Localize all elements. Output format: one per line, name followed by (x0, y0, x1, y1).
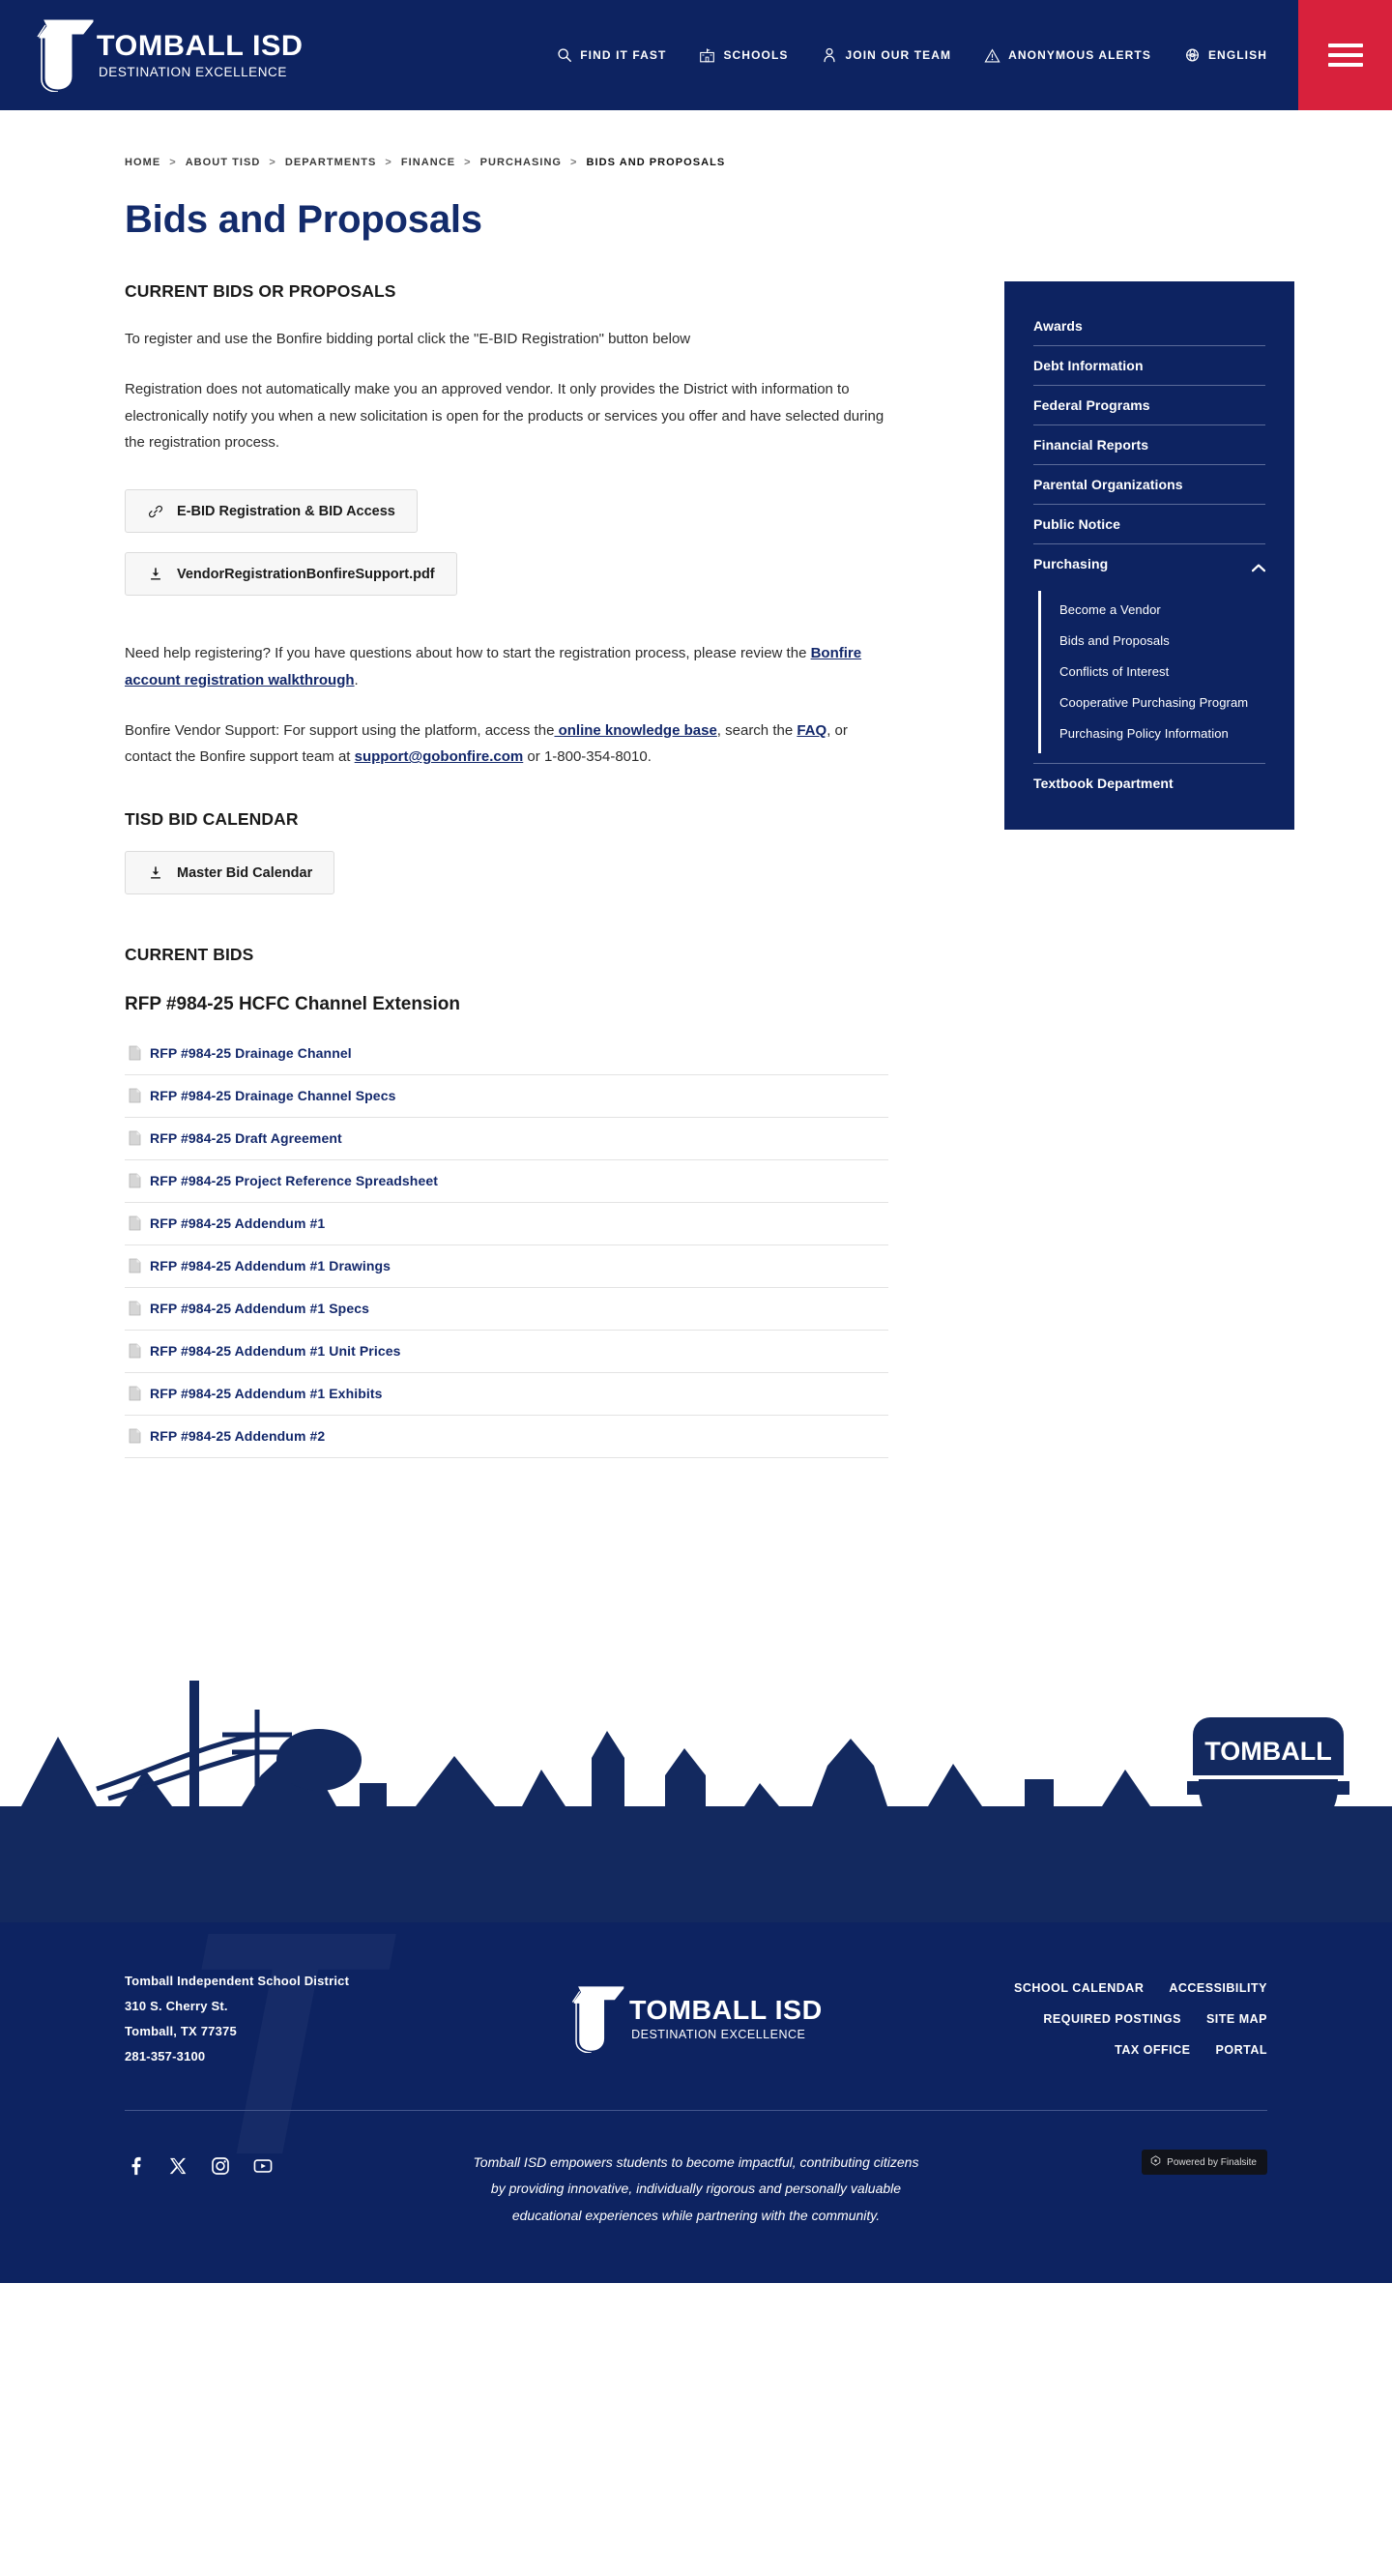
document-icon (129, 1130, 141, 1146)
sidebar-subitem-become-a-vendor[interactable]: Become a Vendor (1059, 602, 1161, 617)
link-faq[interactable]: FAQ (797, 721, 827, 739)
document-icon (129, 1258, 141, 1273)
document-link[interactable]: RFP #984-25 Drainage Channel Specs (150, 1088, 396, 1103)
document-row[interactable] (125, 1288, 888, 1331)
button-label: Master Bid Calendar (177, 864, 313, 881)
footer-link-portal[interactable]: PORTAL (1215, 2043, 1267, 2057)
nav-label: SCHOOLS (723, 48, 789, 62)
footer-logo-tagline: DESTINATION EXCELLENCE (631, 2028, 806, 2042)
document-row[interactable] (125, 1075, 888, 1118)
footer-address (125, 1969, 444, 2069)
sidebar-item-awards[interactable] (1033, 307, 1265, 346)
sidebar-item-public-notice[interactable] (1033, 505, 1265, 544)
support-text-a: Bonfire Vendor Support: For support using the platform, access the (125, 721, 555, 739)
breadcrumb-separator: > (385, 157, 392, 168)
document-icon (129, 1386, 141, 1401)
footer-link-school-calendar[interactable]: SCHOOL CALENDAR (1013, 1981, 1145, 1995)
master-bid-calendar-button[interactable] (125, 851, 334, 894)
instagram-icon[interactable] (210, 2155, 231, 2177)
footer-link-required-postings[interactable]: REQUIRED POSTINGS (1043, 2012, 1181, 2026)
document-row[interactable] (125, 1033, 888, 1075)
sidebar-item-label: Federal Programs (1033, 397, 1150, 413)
tomball-t-icon (571, 1985, 627, 2053)
breadcrumb-separator: > (464, 157, 472, 168)
sidebar-sublist (1038, 591, 1265, 753)
link-online-knowledge-base[interactable]: online knowledge base (554, 721, 717, 739)
sidebar (1004, 281, 1294, 830)
powered-by-finalsite-badge[interactable] (1142, 2150, 1267, 2175)
address-city-state-zip: Tomball, TX 77375 (125, 2024, 237, 2038)
sidebar-item-label: Textbook Department (1033, 776, 1174, 791)
sidebar-subitem-purchasing-policy-information[interactable]: Purchasing Policy Information (1059, 726, 1229, 741)
mission-statement: Tomball ISD empowers students to become impactful, contributing citizens by providing innovative, individually rigorous and personally valuable educational experiences while partnering with the community. (473, 2154, 919, 2223)
nav-anonymous-alerts[interactable] (984, 47, 1151, 64)
user-icon (821, 47, 837, 64)
breadcrumb-item-home[interactable]: HOME (125, 157, 161, 168)
social-links (125, 2150, 444, 2177)
chevron-up-icon[interactable] (1252, 560, 1265, 569)
document-link[interactable]: RFP #984-25 Addendum #1 Exhibits (150, 1386, 383, 1401)
breadcrumb-item-about-tisd[interactable]: ABOUT TISD (185, 157, 261, 168)
sidebar-item-debt-information[interactable] (1033, 346, 1265, 386)
download-icon (147, 566, 163, 582)
section-heading-current-bids-or-proposals: CURRENT BIDS OR PROPOSALS (125, 281, 396, 301)
sidebar-item-federal-programs[interactable] (1033, 386, 1265, 425)
youtube-icon[interactable] (252, 2155, 274, 2177)
water-tower-label: TOMBALL (1204, 1737, 1332, 1766)
paragraph-need-help (125, 640, 888, 694)
document-link[interactable]: RFP #984-25 Project Reference Spreadsheet (150, 1173, 438, 1188)
breadcrumb-separator: > (269, 157, 276, 168)
breadcrumb-item-finance[interactable]: FINANCE (400, 157, 456, 168)
alert-triangle-icon (984, 47, 1000, 64)
sidebar-item-label: Debt Information (1033, 358, 1144, 373)
document-link[interactable]: RFP #984-25 Drainage Channel (150, 1045, 352, 1061)
finalsite-logo-icon (1150, 2155, 1161, 2169)
nav-language-english[interactable] (1184, 47, 1267, 64)
document-icon (129, 1173, 141, 1188)
document-row[interactable] (125, 1416, 888, 1458)
document-icon (129, 1301, 141, 1316)
section-heading-tisd-bid-calendar: TISD BID CALENDAR (125, 809, 299, 829)
footer-logo-title: TOMBALL ISD (629, 1995, 823, 2026)
support-text-d: or 1-800-354-8010. (523, 748, 652, 766)
header-nav (556, 0, 1298, 110)
nav-schools[interactable] (699, 47, 788, 64)
search-icon (556, 47, 572, 64)
sidebar-item-parental-organizations[interactable] (1033, 465, 1265, 505)
address-street: 310 S. Cherry St. (125, 1999, 228, 2013)
document-link[interactable]: RFP #984-25 Addendum #1 Drawings (150, 1258, 392, 1273)
support-text-c: , or contact the Bonfire support team at (125, 721, 848, 766)
text-after-link: . (354, 671, 359, 688)
nav-label: ANONYMOUS ALERTS (1008, 48, 1151, 62)
footer-links (948, 1981, 1267, 2057)
breadcrumb-item-purchasing[interactable]: PURCHASING (479, 157, 563, 168)
sidebar-item-financial-reports[interactable] (1033, 425, 1265, 465)
main-column (125, 281, 888, 1458)
sidebar-item-textbook-department[interactable] (1033, 764, 1265, 803)
finalsite-label: Powered by Finalsite (1167, 2156, 1257, 2168)
breadcrumb-item-current: BIDS AND PROPOSALS (586, 157, 726, 168)
sidebar-item-label: Public Notice (1033, 516, 1120, 532)
paragraph-register: To register and use the Bonfire bidding portal click the "E-BID Registration" button below (125, 331, 691, 347)
breadcrumb-separator: > (570, 157, 578, 168)
footer-link-tax-office[interactable]: TAX OFFICE (1115, 2043, 1191, 2057)
document-link[interactable]: RFP #984-25 Addendum #1 (150, 1215, 326, 1231)
bid-group-title: RFP #984-25 HCFC Channel Extension (125, 994, 461, 1014)
button-label: VendorRegistrationBonfireSupport.pdf (177, 566, 435, 582)
bid-document-list (125, 1033, 888, 1458)
content-area (0, 281, 1392, 1458)
link-support-email[interactable]: support@gobonfire.com (354, 748, 524, 766)
document-row[interactable] (125, 1118, 888, 1160)
ebid-registration-button[interactable] (125, 489, 418, 533)
document-row[interactable] (125, 1160, 888, 1203)
section-heading-current-bids: CURRENT BIDS (125, 945, 254, 964)
school-icon (699, 47, 715, 64)
x-twitter-icon[interactable] (167, 2155, 188, 2177)
address-phone[interactable]: 281-357-3100 (125, 2049, 206, 2064)
button-label: E-BID Registration & BID Access (177, 503, 395, 519)
document-link[interactable]: RFP #984-25 Addendum #2 (150, 1428, 326, 1444)
document-icon (129, 1088, 141, 1103)
logo-title: TOMBALL ISD (96, 29, 304, 62)
site-header (0, 0, 1392, 110)
document-icon (129, 1428, 141, 1444)
link-icon (147, 503, 163, 519)
logo-tagline: DESTINATION EXCELLENCE (99, 64, 287, 79)
sidebar-subitem-bids-and-proposals[interactable]: Bids and Proposals (1059, 633, 1170, 648)
document-row[interactable] (125, 1331, 888, 1373)
footer-link-site-map[interactable]: SITE MAP (1205, 2012, 1267, 2026)
menu-icon[interactable] (1298, 0, 1392, 110)
footer-top (0, 1922, 1392, 2069)
document-icon (129, 1045, 141, 1061)
sidebar-nav (1004, 281, 1294, 830)
paragraph-vendor-support (125, 717, 888, 772)
address-district: Tomball Independent School District (125, 1974, 350, 1988)
download-icon (147, 864, 163, 881)
breadcrumb-item-departments[interactable]: DEPARTMENTS (284, 157, 377, 168)
document-link[interactable]: RFP #984-25 Addendum #1 Specs (150, 1301, 369, 1316)
site-logo[interactable] (0, 0, 304, 110)
link-bonfire-walkthrough[interactable]: Bonfire account registration walkthrough (125, 645, 862, 688)
breadcrumb (0, 110, 1392, 168)
document-icon (129, 1343, 141, 1359)
paragraph-registration-note: Registration does not automatically make you an approved vendor. It only provides the District with information to electronically notify you when a new solicitation is open for the products or services you offer and have selected during the registration process. (125, 380, 884, 452)
document-row[interactable] (125, 1373, 888, 1416)
document-row[interactable] (125, 1203, 888, 1245)
document-link[interactable]: RFP #984-25 Draft Agreement (150, 1130, 342, 1146)
sidebar-item-label: Financial Reports (1033, 437, 1149, 453)
finalsite-badge-wrap (948, 2150, 1267, 2175)
footer-bottom (0, 2111, 1392, 2229)
sidebar-item-label: Awards (1033, 318, 1083, 334)
footer-link-accessibility[interactable]: ACCESSIBILITY (1169, 1981, 1267, 1995)
nav-label: JOIN OUR TEAM (845, 48, 952, 62)
support-text-b: , search the (716, 721, 798, 739)
skyline-illustration (0, 1516, 1392, 1922)
globe-icon (1184, 47, 1201, 64)
vendor-registration-pdf-button[interactable] (125, 552, 457, 596)
site-footer (0, 1922, 1392, 2283)
breadcrumb-separator: > (169, 157, 177, 168)
page-title: Bids and Proposals (125, 198, 482, 241)
sidebar-item-label: Purchasing (1033, 556, 1109, 571)
sidebar-subitem-conflicts-of-interest[interactable]: Conflicts of Interest (1059, 664, 1170, 679)
text-before-link: Need help registering? If you have questions about how to start the registration process, please review the (125, 645, 811, 661)
sidebar-item-label: Parental Organizations (1033, 477, 1183, 492)
document-row[interactable] (125, 1245, 888, 1288)
nav-find-it-fast[interactable] (556, 47, 666, 64)
facebook-icon[interactable] (125, 2155, 146, 2177)
tomball-t-icon (37, 18, 97, 92)
document-link[interactable]: RFP #984-25 Addendum #1 Unit Prices (150, 1343, 401, 1359)
sidebar-item-purchasing[interactable] (1033, 544, 1265, 583)
sidebar-subitem-cooperative-purchasing-program[interactable]: Cooperative Purchasing Program (1059, 695, 1249, 710)
document-icon (129, 1215, 141, 1231)
nav-label: FIND IT FAST (580, 48, 667, 62)
nav-label: ENGLISH (1207, 48, 1267, 62)
nav-join-our-team[interactable] (821, 47, 951, 64)
footer-logo[interactable] (571, 1985, 821, 2053)
